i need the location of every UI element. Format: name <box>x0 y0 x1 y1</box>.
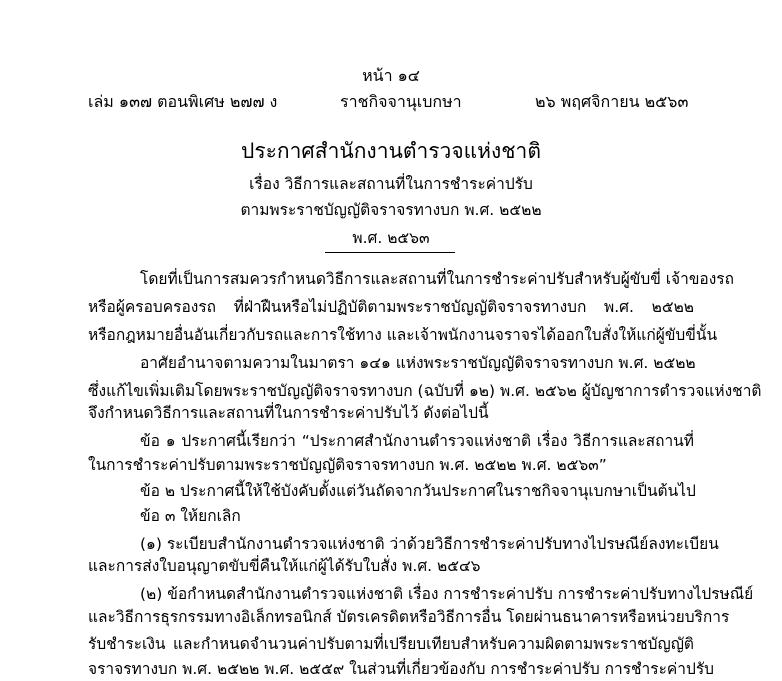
body-line: ในการชำระค่าปรับตามพระราชบัญญัติจราจรทางบก พ.ศ. ๒๕๒๒ พ.ศ. ๒๕๖๓” <box>88 456 607 474</box>
body-line: รับชำระเงิน และกำหนดจำนวนค่าปรับตามที่เปรียบเทียบสำหรับความผิดตามพระราชบัญญัติ <box>88 635 694 653</box>
body-line: และการส่งใบอนุญาตขับขี่คืนให้แก่ผู้ได้รับใบสั่ง พ.ศ. ๒๕๔๖ <box>88 557 481 575</box>
publish-date: ๒๖ พฤศจิกายน ๒๕๖๓ <box>535 92 689 111</box>
document-year: พ.ศ. ๒๕๖๓ <box>352 229 430 247</box>
body-line: ซึ่งแก้ไขเพิ่มเติมโดยพระราชบัญญัติจราจรทางบก (ฉบับที่ ๑๒) พ.ศ. ๒๕๖๒ ผู้บัญชาการตำรวจแห่งชาติ <box>88 382 762 400</box>
clause-2: ข้อ ๒ ประกาศนี้ให้ใช้บังคับตั้งแต่วันถัดจากวันประกาศในราชกิจจานุเบกษาเป็นต้นไป <box>140 482 696 500</box>
body-line: จึงกำหนดวิธีการและสถานที่ในการชำระค่าปรับไว้ ดังต่อไปนี้ <box>88 404 489 422</box>
body-line: และวิธีการธุรกรรมทางอิเล็กทรอนิกส์ บัตรเครดิตหรือวิธีการอื่น โดยผ่านธนาคารหรือหน่วยบริการ <box>88 608 730 626</box>
clause-3-item-1: (๑) ระเบียบสำนักงานตำรวจแห่งชาติ ว่าด้วยวิธีการชำระค่าปรับทางไปรษณีย์ลงทะเบียน <box>140 535 719 553</box>
gazette-name: ราชกิจจานุเบกษา <box>340 92 462 111</box>
clause-3: ข้อ ๓ ให้ยกเลิก <box>140 507 241 525</box>
volume-info: เล่ม ๑๓๗ ตอนพิเศษ ๒๗๗ ง <box>88 92 278 111</box>
clause-1: ข้อ ๑ ประกาศนี้เรียกว่า “ประกาศสำนักงานตำรวจแห่งชาติ เรื่อง วิธีการและสถานที่ <box>140 432 694 450</box>
document-title: ประกาศสำนักงานตำรวจแห่งชาติ <box>241 139 541 163</box>
body-line: โดยที่เป็นการสมควรกำหนดวิธีการและสถานที่ในการชำระค่าปรับสำหรับผู้ขับขี่ เจ้าของรถ <box>140 270 735 288</box>
title-divider <box>325 252 455 253</box>
body-line: อาศัยอำนาจตามความในมาตรา ๑๔๑ แห่งพระราชบัญญัติจราจรทางบก พ.ศ. ๒๕๒๒ <box>140 354 696 372</box>
page-number: หน้า ๑๔ <box>362 66 420 85</box>
body-line: หรือผู้ครอบครองรถ ที่ฝ่าฝืนหรือไม่ปฏิบัติตามพระราชบัญญัติจราจรทางบก พ.ศ. ๒๕๒๒ <box>88 298 694 316</box>
body-line: หรือกฎหมายอื่นอันเกี่ยวกับรถและการใช้ทาง และเจ้าพนักงานจราจรได้ออกใบสั่งให้แก่ผู้ขับขี่นั้น <box>88 326 718 344</box>
clause-3-item-2: (๒) ข้อกำหนดสำนักงานตำรวจแห่งชาติ เรื่อง การชำระค่าปรับ การชำระค่าปรับทางไปรษณีย์ <box>140 585 754 603</box>
document-act: ตามพระราชบัญญัติจราจรทางบก พ.ศ. ๒๕๒๒ <box>240 201 542 219</box>
body-line: จราจรทางบก พ.ศ. ๒๕๒๒ พ.ศ. ๒๕๕๙ ในส่วนที่เกี่ยวข้องกับ การชำระค่าปรับ การชำระค่าปรับ <box>88 660 714 678</box>
document-subject: เรื่อง วิธีการและสถานที่ในการชำระค่าปรับ <box>249 175 533 193</box>
